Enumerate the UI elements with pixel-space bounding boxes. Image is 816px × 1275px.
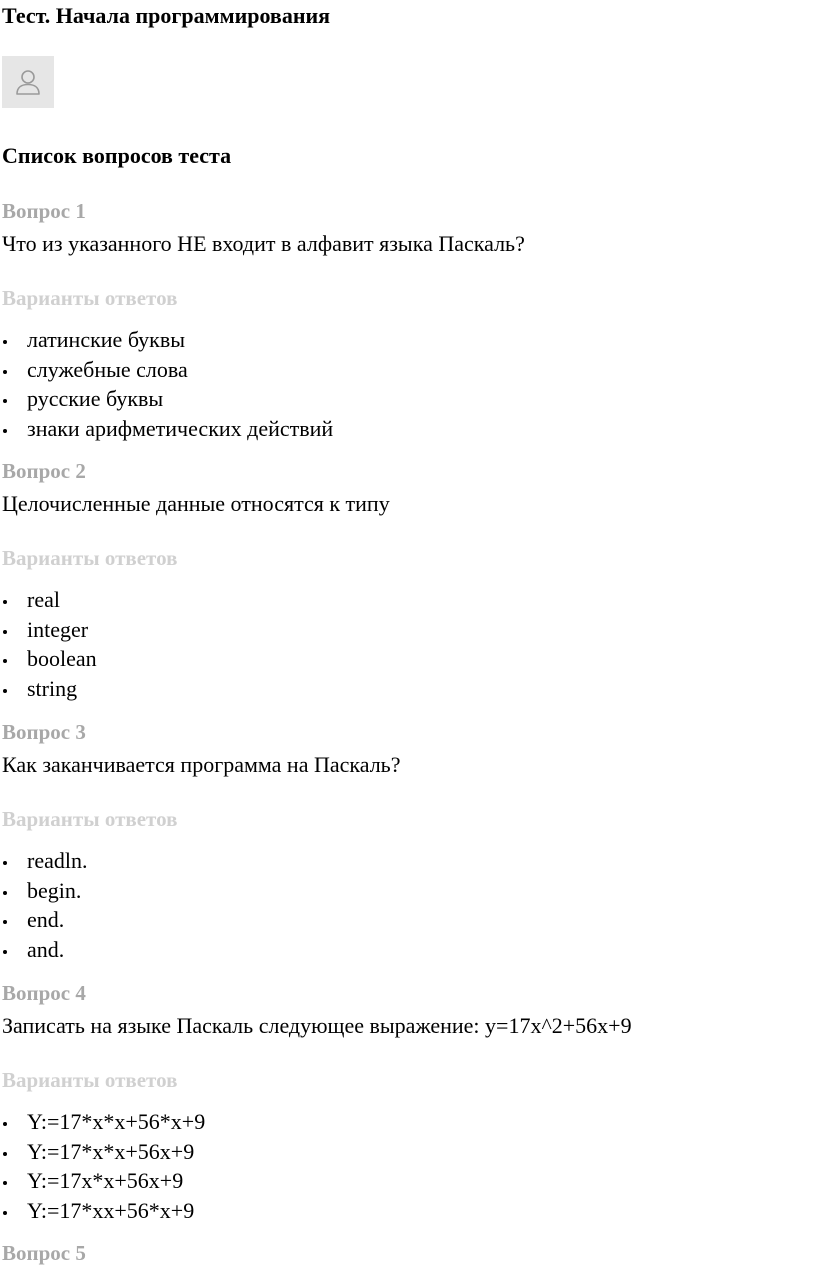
bullet-icon	[3, 659, 7, 663]
bullet-icon	[3, 1181, 7, 1185]
answers-label: Варианты ответов	[2, 1068, 178, 1092]
bullet-icon	[3, 1152, 7, 1156]
bullet-icon	[3, 920, 7, 924]
bullet-icon	[3, 630, 7, 634]
answers-label: Варианты ответов	[2, 546, 178, 570]
user-icon	[15, 68, 41, 96]
bullet-icon	[3, 861, 7, 865]
bullet-icon	[3, 399, 7, 403]
answers-label: Варианты ответов	[2, 286, 178, 310]
question-label: Вопрос 4	[2, 981, 86, 1005]
bullet-icon	[3, 689, 7, 693]
questions-list-heading: Список вопросов теста	[2, 143, 232, 168]
question-label: Вопрос 2	[2, 459, 86, 483]
bullet-icon	[3, 1211, 7, 1215]
bullet-icon	[3, 340, 7, 344]
question-label: Вопрос 1	[2, 199, 86, 223]
bullet-icon	[3, 950, 7, 954]
bullet-icon	[3, 1122, 7, 1126]
bullet-icon	[3, 370, 7, 374]
question-label: Вопрос 5	[2, 1241, 86, 1265]
question-text: Что из указанного НЕ входит в алфавит языка Паскаль?	[2, 231, 525, 256]
bullet-icon	[3, 891, 7, 895]
bullet-icon	[3, 600, 7, 604]
avatar	[2, 56, 54, 108]
question-text: Как заканчивается программа на Паскаль?	[2, 752, 401, 777]
bullet-icon	[3, 429, 7, 433]
question-text: Целочисленные данные относятся к типу	[2, 491, 390, 516]
question-label: Вопрос 3	[2, 720, 86, 744]
question-text: Записать на языке Паскаль следующее выражение: y=17x^2+56x+9	[2, 1013, 632, 1038]
answers-label: Варианты ответов	[2, 807, 178, 831]
page-title: Тест. Начала программирования	[2, 3, 331, 28]
